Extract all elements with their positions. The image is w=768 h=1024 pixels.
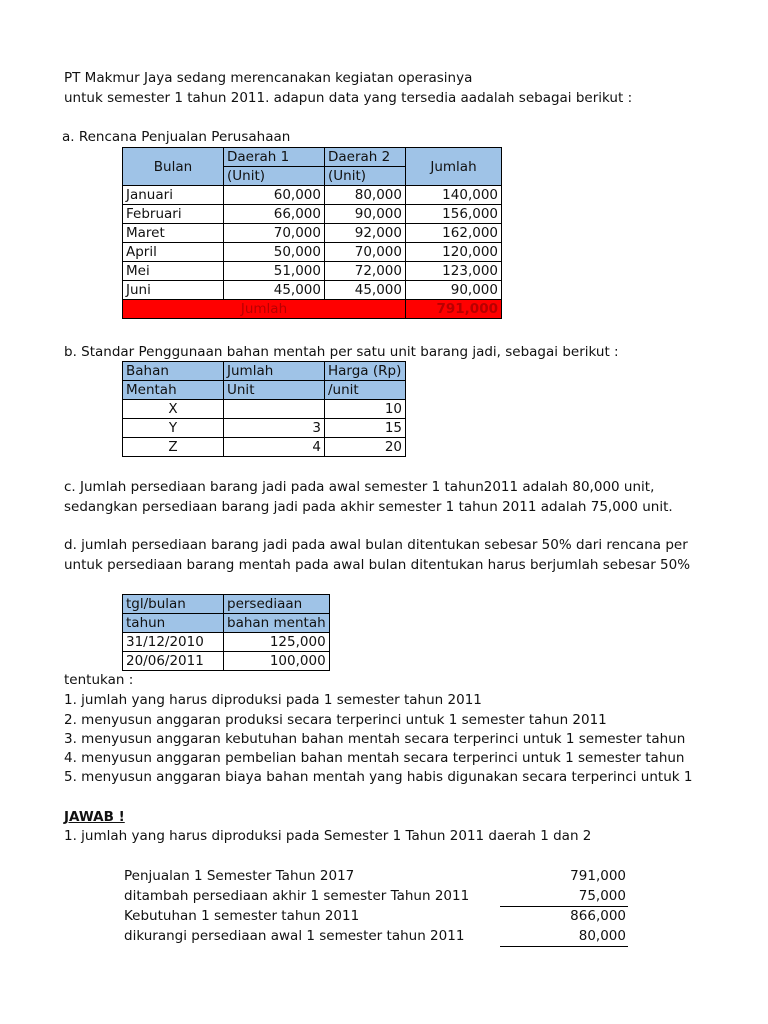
- cell-jumlah: 162,000: [406, 224, 502, 243]
- total-label: Jumlah: [123, 300, 406, 319]
- intro-line-2: untuk semester 1 tahun 2011. adapun data yang tersedia aadalah sebagai berikut :: [64, 90, 633, 106]
- cell-daerah-1: 51,000: [224, 262, 325, 281]
- total-value: 791,000: [406, 300, 502, 319]
- cell-bulan: Mei: [123, 262, 224, 281]
- task-item-2: 2. menyusun anggaran produksi secara terperinci untuk 1 semester tahun 2011: [64, 712, 607, 728]
- calc-label: dikurangi persediaan awal 1 semester tahun 2011: [124, 928, 465, 944]
- cell-jumlah: [224, 400, 325, 419]
- sales-plan-table: [122, 147, 502, 319]
- header-harga: Harga (Rp): [325, 362, 406, 381]
- cell-daerah-2: 90,000: [325, 205, 406, 224]
- cell-daerah-2: 72,000: [325, 262, 406, 281]
- sum-underline: [500, 906, 628, 907]
- header-unit-1: (Unit): [224, 167, 325, 186]
- section-b-title: b. Standar Penggunaan bahan mentah per satu unit barang jadi, sebagai berikut :: [64, 344, 619, 360]
- cell-bahan: Y: [123, 419, 224, 438]
- cell-daerah-2: 45,000: [325, 281, 406, 300]
- header-bahan-mentah: bahan mentah: [224, 614, 330, 633]
- cell-bulan: Juni: [123, 281, 224, 300]
- calc-value: 75,000: [578, 888, 626, 904]
- cell-daerah-2: 70,000: [325, 243, 406, 262]
- material-standard-table: [122, 361, 406, 457]
- table-row: [123, 438, 406, 457]
- calc-row: [124, 926, 628, 946]
- header-unit-2: (Unit): [325, 167, 406, 186]
- table-row: [123, 224, 502, 243]
- table-row: [123, 281, 502, 300]
- cell-daerah-1: 70,000: [224, 224, 325, 243]
- cell-bulan: Maret: [123, 224, 224, 243]
- header-bahan: Bahan: [123, 362, 224, 381]
- header-jumlah: Jumlah: [224, 362, 325, 381]
- table-row: [123, 400, 406, 419]
- header-tahun: tahun: [123, 614, 224, 633]
- cell-jumlah: 3: [224, 419, 325, 438]
- section-c-line-2: sedangkan persediaan barang jadi pada akhir semester 1 tahun 2011 adalah 75,000 unit.: [64, 499, 673, 515]
- cell-jumlah: 4: [224, 438, 325, 457]
- header-jumlah: Jumlah: [406, 148, 502, 186]
- cell-harga: 15: [325, 419, 406, 438]
- cell-daerah-2: 80,000: [325, 186, 406, 205]
- cell-persediaan: 100,000: [224, 652, 330, 671]
- task-item-1: 1. jumlah yang harus diproduksi pada 1 semester tahun 2011: [64, 692, 482, 708]
- cell-tgl: 31/12/2010: [123, 633, 224, 652]
- cell-daerah-2: 92,000: [325, 224, 406, 243]
- cell-bahan: Z: [123, 438, 224, 457]
- cell-jumlah: 140,000: [406, 186, 502, 205]
- section-a-title: a. Rencana Penjualan Perusahaan: [62, 129, 291, 145]
- total-row: [123, 300, 502, 319]
- header-daerah-1: Daerah 1: [224, 148, 325, 167]
- table-row: [123, 262, 502, 281]
- header-daerah-2: Daerah 2: [325, 148, 406, 167]
- calc-row: [124, 906, 628, 926]
- cell-jumlah: 156,000: [406, 205, 502, 224]
- cell-jumlah: 123,000: [406, 262, 502, 281]
- header-bulan: Bulan: [123, 148, 224, 186]
- table-row: [123, 652, 330, 671]
- cell-harga: 10: [325, 400, 406, 419]
- table-row: [123, 243, 502, 262]
- section-d-line-1: d. jumlah persediaan barang jadi pada awal bulan ditentukan sebesar 50% dari rencana per: [64, 537, 688, 553]
- table-row: [123, 205, 502, 224]
- calc-row: [124, 866, 628, 886]
- header-persediaan: persediaan: [224, 595, 330, 614]
- cell-bulan: April: [123, 243, 224, 262]
- cell-daerah-1: 50,000: [224, 243, 325, 262]
- intro-line-1: PT Makmur Jaya sedang merencanakan kegiatan operasinya: [64, 70, 473, 86]
- jawab-title: JAWAB !: [64, 809, 125, 825]
- calc-value: 866,000: [570, 908, 626, 924]
- task-item-5: 5. menyusun anggaran biaya bahan mentah yang habis digunakan secara terperinci untuk 1: [64, 769, 693, 785]
- header-mentah: Mentah: [123, 381, 224, 400]
- jawab-line-1: 1. jumlah yang harus diproduksi pada Semester 1 Tahun 2011 daerah 1 dan 2: [64, 828, 592, 844]
- header-tgl-bulan: tgl/bulan: [123, 595, 224, 614]
- table-row: [123, 186, 502, 205]
- cell-jumlah: 120,000: [406, 243, 502, 262]
- cell-persediaan: 125,000: [224, 633, 330, 652]
- calc-value: 791,000: [570, 868, 626, 884]
- calc-label: Kebutuhan 1 semester tahun 2011: [124, 908, 360, 924]
- section-c-line-1: c. Jumlah persediaan barang jadi pada awal semester 1 tahun2011 adalah 80,000 unit,: [64, 479, 655, 495]
- task-item-3: 3. menyusun anggaran kebutuhan bahan mentah secara terperinci untuk 1 semester tahun: [64, 731, 686, 747]
- cell-daerah-1: 60,000: [224, 186, 325, 205]
- cell-tgl: 20/06/2011: [123, 652, 224, 671]
- cell-daerah-1: 45,000: [224, 281, 325, 300]
- section-d-line-2: untuk persediaan barang mentah pada awal bulan ditentukan harus berjumlah sebesar 50%: [64, 557, 691, 573]
- subtraction-underline: [500, 946, 628, 947]
- calc-row: [124, 886, 628, 906]
- task-item-4: 4. menyusun anggaran pembelian bahan mentah secara terperinci untuk 1 semester tahun: [64, 750, 685, 766]
- table-row: [123, 419, 406, 438]
- header-unit: Unit: [224, 381, 325, 400]
- cell-harga: 20: [325, 438, 406, 457]
- cell-bulan: Februari: [123, 205, 224, 224]
- calc-label: Penjualan 1 Semester Tahun 2017: [124, 868, 355, 884]
- calc-value: 80,000: [578, 928, 626, 944]
- cell-jumlah: 90,000: [406, 281, 502, 300]
- table-row: [123, 633, 330, 652]
- header-per-unit: /unit: [325, 381, 406, 400]
- cell-bulan: Januari: [123, 186, 224, 205]
- raw-material-stock-table: [122, 594, 330, 671]
- calc-label: ditambah persediaan akhir 1 semester Tahun 2011: [124, 888, 470, 904]
- tentukan-title: tentukan :: [64, 672, 134, 688]
- cell-bahan: X: [123, 400, 224, 419]
- cell-daerah-1: 66,000: [224, 205, 325, 224]
